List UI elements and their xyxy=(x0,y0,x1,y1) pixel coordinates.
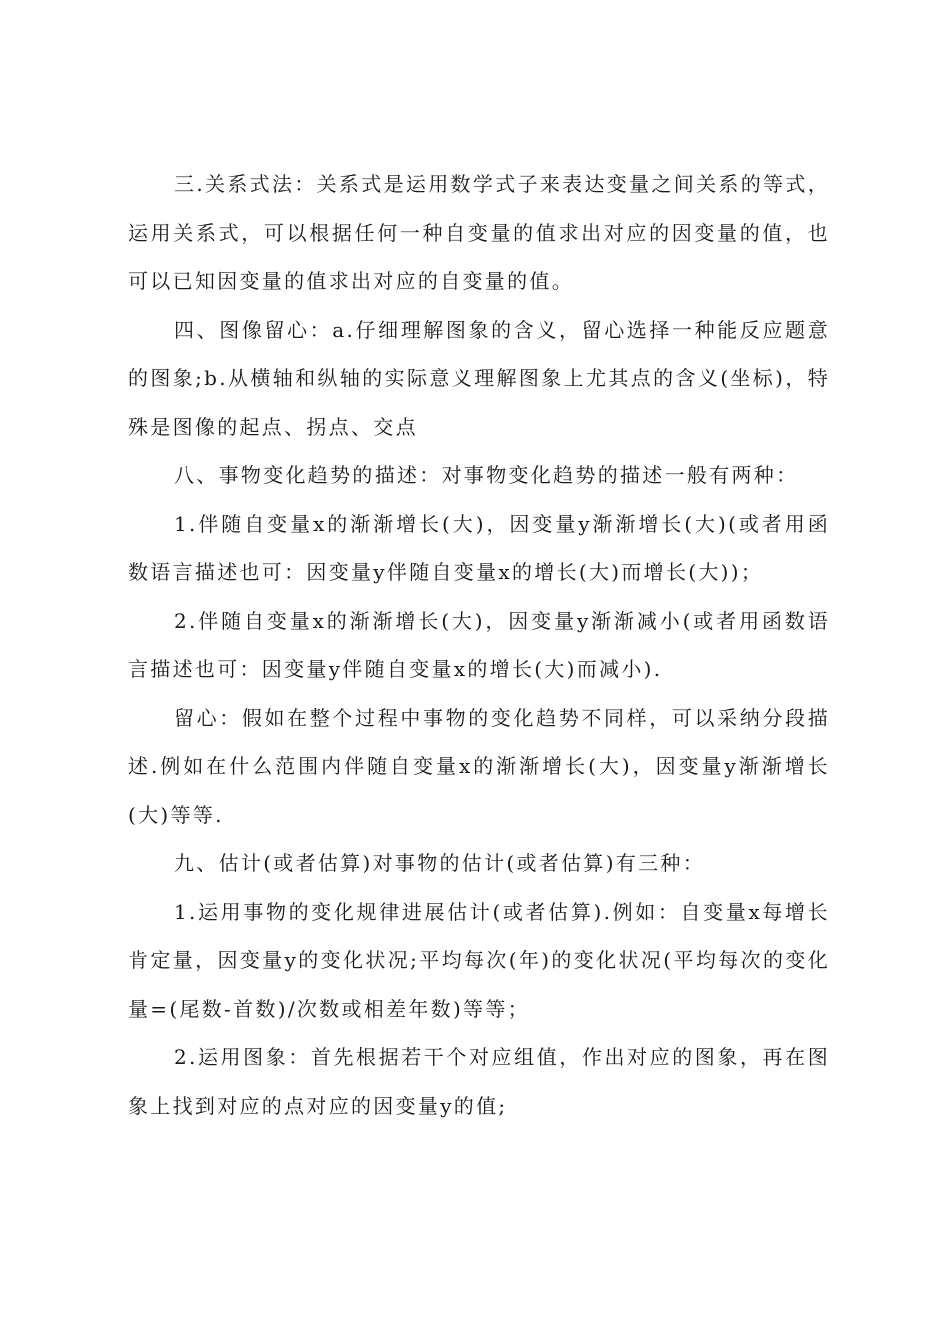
paragraph-estimation: 九、估计(或者估算)对事物的估计(或者估算)有三种： xyxy=(174,851,706,875)
paragraph-segment-note: 留心：假如在整个过程中事物的变化趋势不同样，可以采纳分段描述.例如在什么范围内伴随自变量x的渐渐增长(大)，因变量y渐渐增长(大)等等. xyxy=(128,705,830,827)
paragraph-trend-decrease: 2.伴随自变量x的渐渐增长(大)，因变量y渐渐减小(或者用函数语言描述也可：因变量y伴随自变量x的增长(大)而减小). xyxy=(128,608,830,681)
paragraph-trend-increase: 1.伴随自变量x的渐渐增长(大)，因变量y渐渐增长(大)(或者用函数语言描述也可：因变量y伴随自变量x的增长(大)而增长(大))； xyxy=(128,511,830,584)
paragraph-relation-formula: 三.关系式法：关系式是运用数学式子来表达变量之间关系的等式，运用关系式，可以根据任何一种自变量的值求出对应的因变量的值，也可以已知因变量的值求出对应的自变量的值。 xyxy=(128,172,830,293)
paragraph-estimation-graph: 2.运用图象：首先根据若干个对应组值，作出对应的图象，再在图象上找到对应的点对应的因变量y的值; xyxy=(128,1045,830,1118)
paragraph-graph-notes: 四、图像留心：a.仔细理解图象的含义，留心选择一种能反应题意的图象;b.从横轴和纵轴的实际意义理解图象上尤其点的含义(坐标)，特殊是图像的起点、拐点、交点 xyxy=(128,317,830,439)
paragraph-estimation-rule: 1.运用事物的变化规律进展估计(或者估算).例如：自变量x每增长肯定量，因变量y的变化状况;平均每次(年)的变化状况(平均每次的变化量=(尾数-首数)/次数或相差年数)等等； xyxy=(128,899,830,1021)
document-body xyxy=(128,160,830,1130)
paragraph-trend-description: 八、事物变化趋势的描述：对事物变化趋势的描述一般有两种： xyxy=(174,463,799,487)
